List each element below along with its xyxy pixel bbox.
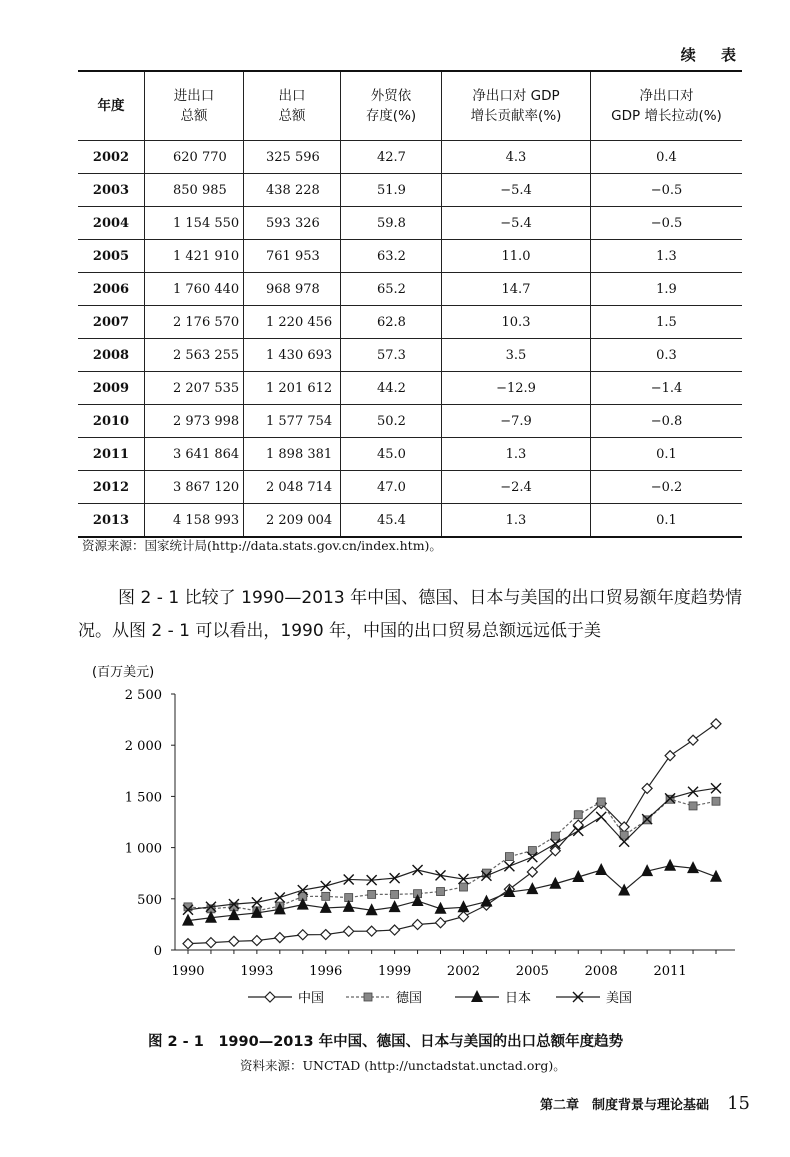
table-cell: −5.4 <box>442 207 591 240</box>
table-cell: 47.0 <box>341 471 442 504</box>
table-cell: 0.4 <box>591 141 743 174</box>
table-cell: 4.3 <box>442 141 591 174</box>
series-germany-point <box>322 892 330 900</box>
legend-label: 美国 <box>606 991 633 1006</box>
table-cell: 1 201 612 <box>244 372 341 405</box>
header-net-export-pull: 净出口对 GDP 增长拉动(%) <box>591 71 743 141</box>
table-cell: 50.2 <box>341 405 442 438</box>
table-cell: 62.8 <box>341 306 442 339</box>
header-net-export-contribution: 净出口对 GDP 增长贡献率(%) <box>442 71 591 141</box>
table-cell: 1 760 440 <box>145 273 244 306</box>
series-china-point <box>252 936 262 946</box>
table-cell: 1.3 <box>442 438 591 471</box>
table-cell: 59.8 <box>341 207 442 240</box>
series-japan-point <box>618 884 630 896</box>
table-cell: 1 898 381 <box>244 438 341 471</box>
table-cell: 63.2 <box>341 240 442 273</box>
legend-usa <box>556 991 632 1006</box>
series-usa-point <box>275 892 285 902</box>
series-germany-point <box>712 797 720 805</box>
series-china-point <box>458 912 468 922</box>
legend-label: 德国 <box>396 991 423 1006</box>
table-cell: 65.2 <box>341 273 442 306</box>
header-year: 年度 <box>78 71 145 141</box>
series-usa-point <box>321 881 331 891</box>
x-tick-label: 1999 <box>378 964 412 979</box>
x-tick-label: 2008 <box>584 964 618 979</box>
x-tick-label: 2011 <box>653 964 687 979</box>
series-germany-point <box>689 802 697 810</box>
table-cell: 0.1 <box>591 438 743 471</box>
series-germany-point <box>437 888 445 896</box>
table-cell: 3 867 120 <box>145 471 244 504</box>
series-germany-point <box>574 811 582 819</box>
series-china-point <box>642 783 652 793</box>
y-axis-label: (百万美元) <box>92 665 155 680</box>
series-china-point <box>321 930 331 940</box>
year-cell: 2007 <box>78 306 145 339</box>
series-china-point <box>344 926 354 936</box>
series-japan <box>182 859 722 926</box>
y-tick-label: 1 000 <box>124 841 162 857</box>
table-cell: −0.2 <box>591 471 743 504</box>
year-cell: 2013 <box>78 504 145 538</box>
series-china-point <box>298 930 308 940</box>
year-cell: 2009 <box>78 372 145 405</box>
year-cell: 2012 <box>78 471 145 504</box>
year-cell: 2011 <box>78 438 145 471</box>
series-usa-point <box>504 861 514 871</box>
series-germany-line <box>188 799 716 911</box>
table-cell: −12.9 <box>442 372 591 405</box>
series-china-point <box>206 938 216 948</box>
table-cell: −0.8 <box>591 405 743 438</box>
table-cell: 42.7 <box>341 141 442 174</box>
table-cell: −1.4 <box>591 372 743 405</box>
table-cell: 850 985 <box>145 174 244 207</box>
legend-china <box>248 990 324 1006</box>
table-cell: 45.0 <box>341 438 442 471</box>
paragraph-text: 图 2 - 1 比较了 1990—2013 年中国、德国、日本与美国的出口贸易额年度趋势情况。从图 2 - 1 可以看出，1990 年，中国的出口贸易总额远远低于美 <box>78 588 742 641</box>
table-cell: 0.1 <box>591 504 743 538</box>
table-cell: 1.5 <box>591 306 743 339</box>
table-cell: 2 973 998 <box>145 405 244 438</box>
series-china-point <box>367 926 377 936</box>
table-cell: 968 978 <box>244 273 341 306</box>
table-cell: 45.4 <box>341 504 442 538</box>
series-germany-point <box>459 883 467 891</box>
x-tick-label: 2005 <box>515 964 549 979</box>
series-germany-point <box>368 890 376 898</box>
table-cell: 4 158 993 <box>145 504 244 538</box>
series-germany-point <box>551 832 559 840</box>
chapter-title: 第二章 制度背景与理论基础 <box>539 1098 709 1113</box>
series-china-point <box>688 735 698 745</box>
series-china-point <box>275 933 285 943</box>
table-cell: 620 770 <box>145 141 244 174</box>
series-germany <box>184 795 720 915</box>
series-usa <box>183 783 721 915</box>
table-cell: 3.5 <box>442 339 591 372</box>
series-china-point <box>665 751 675 761</box>
series-japan-point <box>595 863 607 875</box>
table-cell: 1 154 550 <box>145 207 244 240</box>
table-cell: 1 430 693 <box>244 339 341 372</box>
legend-marker-point <box>265 992 275 1002</box>
series-china <box>183 719 721 949</box>
table-cell: 1 220 456 <box>244 306 341 339</box>
table-cell: 14.7 <box>442 273 591 306</box>
series-usa-point <box>413 865 423 875</box>
series-germany-point <box>505 853 513 861</box>
chart-series <box>182 719 722 949</box>
table-cell: 2 209 004 <box>244 504 341 538</box>
year-cell: 2008 <box>78 339 145 372</box>
table-cell: 761 953 <box>244 240 341 273</box>
table-cell: 2 176 570 <box>145 306 244 339</box>
legend-marker-point <box>364 993 372 1001</box>
table-cell: −5.4 <box>442 174 591 207</box>
chart-legend <box>248 990 632 1006</box>
table-cell: 11.0 <box>442 240 591 273</box>
page-footer <box>540 1093 750 1114</box>
x-tick-label: 2002 <box>446 964 481 979</box>
series-china-point <box>436 918 446 928</box>
y-tick-label: 2 000 <box>124 739 162 755</box>
series-china-point <box>229 936 239 946</box>
table-cell: 44.2 <box>341 372 442 405</box>
table-cell: 1.9 <box>591 273 743 306</box>
table-cell: 3 641 864 <box>145 438 244 471</box>
year-cell: 2002 <box>78 141 145 174</box>
year-cell: 2003 <box>78 174 145 207</box>
year-cell: 2006 <box>78 273 145 306</box>
page-number: 15 <box>727 1093 750 1114</box>
table-cell: −0.5 <box>591 174 743 207</box>
table-cell: −0.5 <box>591 207 743 240</box>
series-china-line <box>188 724 716 944</box>
series-japan-point <box>664 859 676 871</box>
series-china-point <box>711 719 721 729</box>
table-source-note: 资源来源：国家统计局(http://data.stats.gov.cn/index.htm)。 <box>82 538 442 553</box>
header-total-trade: 进出口 总额 <box>145 71 244 141</box>
year-cell: 2004 <box>78 207 145 240</box>
table-cell: 325 596 <box>244 141 341 174</box>
y-tick-label: 1 500 <box>124 790 162 806</box>
table-cell: 10.3 <box>442 306 591 339</box>
legend-germany <box>346 991 422 1006</box>
table-cell: 1 421 910 <box>145 240 244 273</box>
y-tick-label: 500 <box>137 892 162 908</box>
series-china-point <box>183 939 193 949</box>
legend-japan <box>455 990 531 1006</box>
year-cell: 2010 <box>78 405 145 438</box>
legend-marker-point <box>471 990 483 1002</box>
legend-label: 日本 <box>505 991 532 1006</box>
table-cell: 2 563 255 <box>145 339 244 372</box>
figure-source-note: 资料来源：UNCTAD (http://unctadstat.unctad.org)。 <box>240 1058 566 1073</box>
table-cell: 0.3 <box>591 339 743 372</box>
table-cell: 1 577 754 <box>244 405 341 438</box>
header-trade-dependence: 外贸依 存度(%) <box>341 71 442 141</box>
table-cell: 1.3 <box>442 504 591 538</box>
figure-title: 图 2 - 1 1990—2013 年中国、德国、日本与美国的出口总额年度趋势 <box>148 1034 624 1050</box>
y-tick-label: 0 <box>153 944 162 959</box>
table-cell: 2 048 714 <box>244 471 341 504</box>
series-germany-point <box>391 890 399 898</box>
year-cell: 2005 <box>78 240 145 273</box>
header-total-export: 出口 总额 <box>244 71 341 141</box>
table-cell: 51.9 <box>341 174 442 207</box>
y-tick-label: 2 500 <box>124 688 162 703</box>
series-china-point <box>413 920 423 930</box>
legend-label: 中国 <box>298 991 325 1006</box>
table-cell: −2.4 <box>442 471 591 504</box>
x-tick-label: 1990 <box>171 964 205 979</box>
table-cell: 2 207 535 <box>145 372 244 405</box>
chart-axes <box>125 688 735 979</box>
x-tick-label: 1993 <box>240 964 274 979</box>
table-cell: 57.3 <box>341 339 442 372</box>
table-cell: 1.3 <box>591 240 743 273</box>
table-cell: 593 326 <box>244 207 341 240</box>
x-tick-label: 1996 <box>309 964 343 979</box>
series-japan-line <box>188 866 716 921</box>
table-cell: 438 228 <box>244 174 341 207</box>
series-japan-point <box>480 895 492 907</box>
series-china-point <box>390 925 400 935</box>
series-germany-point <box>597 798 605 806</box>
continued-table-label: 续 表 <box>680 46 746 64</box>
series-usa-point <box>596 812 606 822</box>
table-cell: −7.9 <box>442 405 591 438</box>
